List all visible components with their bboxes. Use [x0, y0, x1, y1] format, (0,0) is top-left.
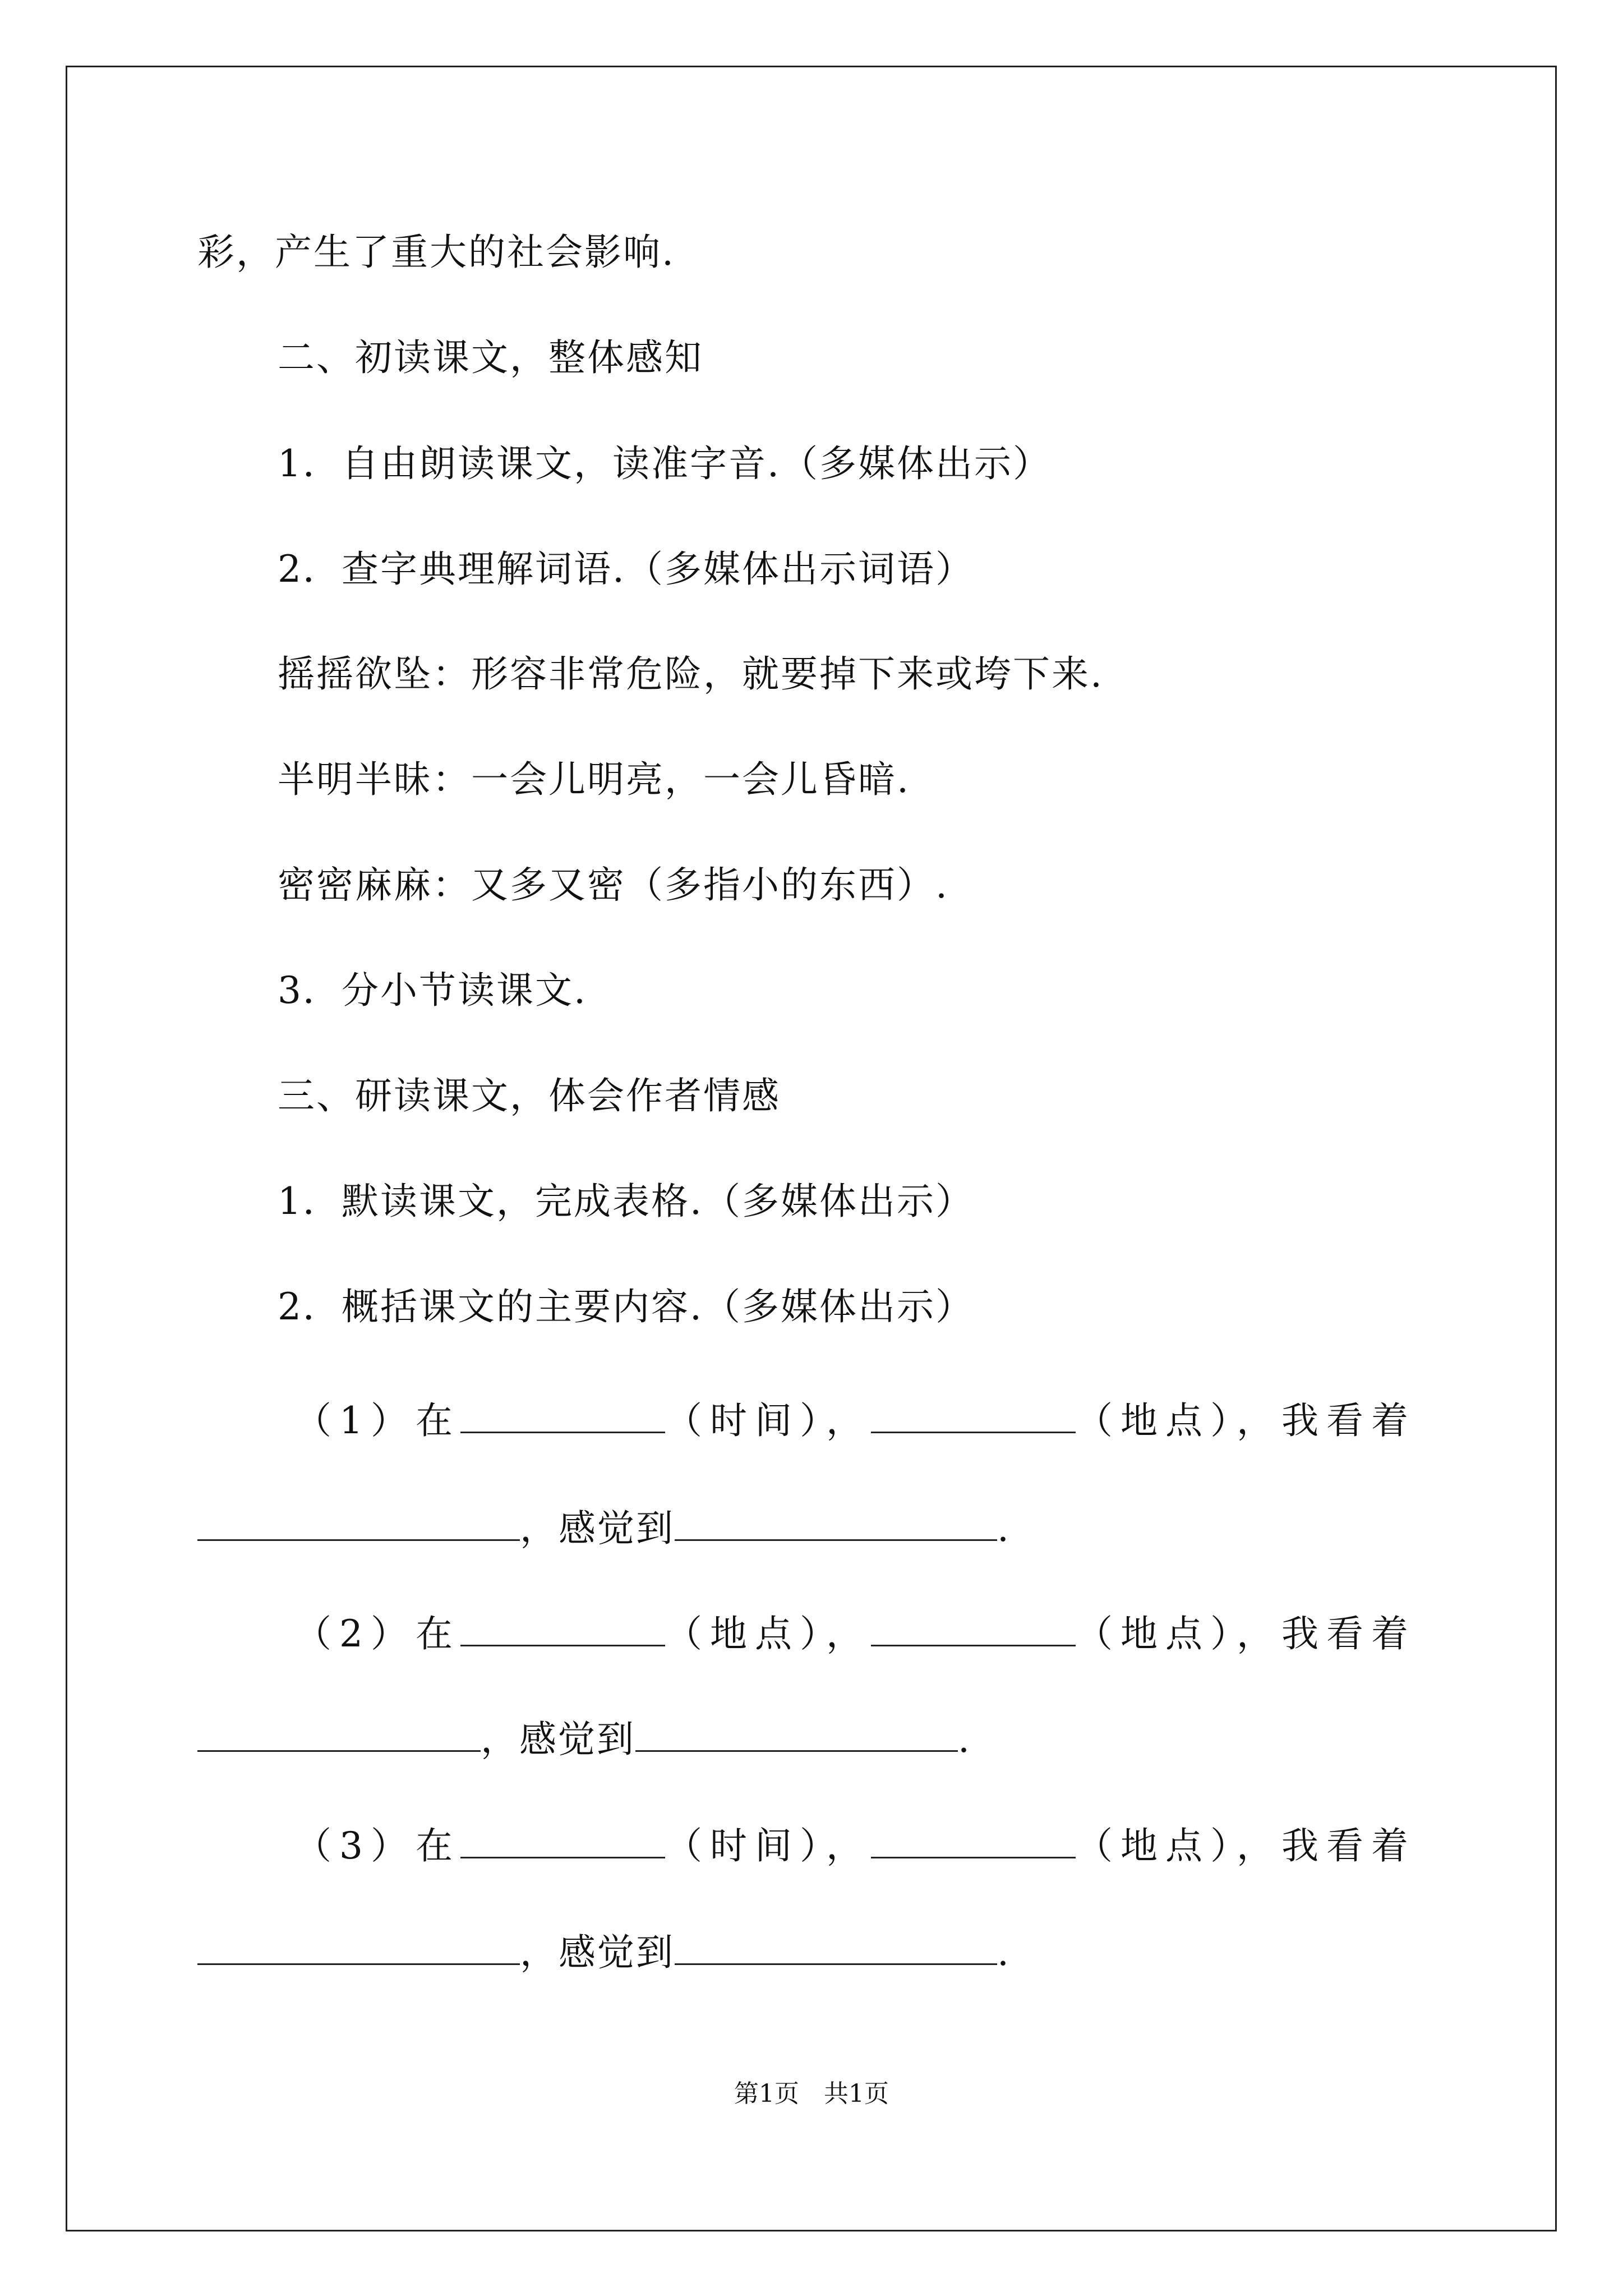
item-text: （地点），我看着 [1076, 1824, 1416, 1867]
blank-field[interactable] [871, 1824, 1076, 1858]
blank-field[interactable] [675, 1931, 997, 1965]
item-text: ，感觉到 [520, 1931, 675, 1974]
item-text: （地点），我看着 [1076, 1612, 1416, 1655]
fill-blank-item-1-line-2 [197, 1506, 1011, 1551]
fill-blank-item-3-line-2 [197, 1930, 1011, 1975]
item-text: . [958, 1718, 971, 1761]
text-line-step-3: 3．分小节读课文. [278, 969, 587, 1012]
item-text: ，感觉到 [481, 1718, 635, 1761]
item-text: （时间）， [665, 1399, 871, 1442]
blank-field[interactable] [871, 1612, 1076, 1646]
page-frame [66, 66, 1557, 2231]
section-heading-2: 二、初读课文，整体感知 [278, 336, 703, 379]
page-footer: 第1页 共1页 [734, 2079, 889, 2108]
item-text: （地点），我看着 [1076, 1399, 1416, 1442]
fill-blank-item-3-line-1 [294, 1824, 1416, 1869]
text-line-continuation: 彩，产生了重大的社会影响. [197, 231, 675, 274]
item-prefix: （1）在 [294, 1399, 460, 1442]
blank-field[interactable] [635, 1718, 958, 1752]
blank-field[interactable] [197, 1931, 520, 1965]
vocab-definition-2: 半明半昧：一会儿明亮，一会儿昏暗. [278, 758, 910, 801]
item-text: . [997, 1507, 1011, 1550]
text-line-step-2: 2．查字典理解词语.（多媒体出示词语） [278, 547, 974, 591]
text-line-step-1b: 1．默读课文，完成表格.（多媒体出示） [278, 1180, 974, 1223]
blank-field[interactable] [460, 1399, 665, 1433]
vocab-definition-1: 摇摇欲坠：形容非常危险，就要掉下来或垮下来. [278, 652, 1104, 696]
fill-blank-item-2-line-2 [197, 1717, 971, 1762]
blank-field[interactable] [871, 1399, 1076, 1433]
text-line-step-2b: 2．概括课文的主要内容.（多媒体出示） [278, 1285, 974, 1328]
fill-blank-item-2-line-1 [294, 1612, 1416, 1657]
text-line-step-1: 1．自由朗读课文，读准字音.（多媒体出示） [278, 442, 1052, 485]
blank-field[interactable] [460, 1824, 665, 1858]
vocab-definition-3: 密密麻麻：又多又密（多指小的东西）. [278, 863, 949, 907]
blank-field[interactable] [197, 1507, 520, 1541]
item-text: （时间）， [665, 1824, 871, 1867]
item-text: . [997, 1931, 1011, 1974]
section-heading-3: 三、研读课文，体会作者情感 [278, 1074, 781, 1117]
item-prefix: （2）在 [294, 1612, 460, 1655]
blank-field[interactable] [460, 1612, 665, 1646]
blank-field[interactable] [675, 1507, 997, 1541]
item-text: （地点）， [665, 1612, 871, 1655]
item-prefix: （3）在 [294, 1824, 460, 1867]
item-text: ，感觉到 [520, 1507, 675, 1550]
blank-field[interactable] [197, 1718, 481, 1752]
fill-blank-item-1-line-1 [294, 1398, 1416, 1443]
